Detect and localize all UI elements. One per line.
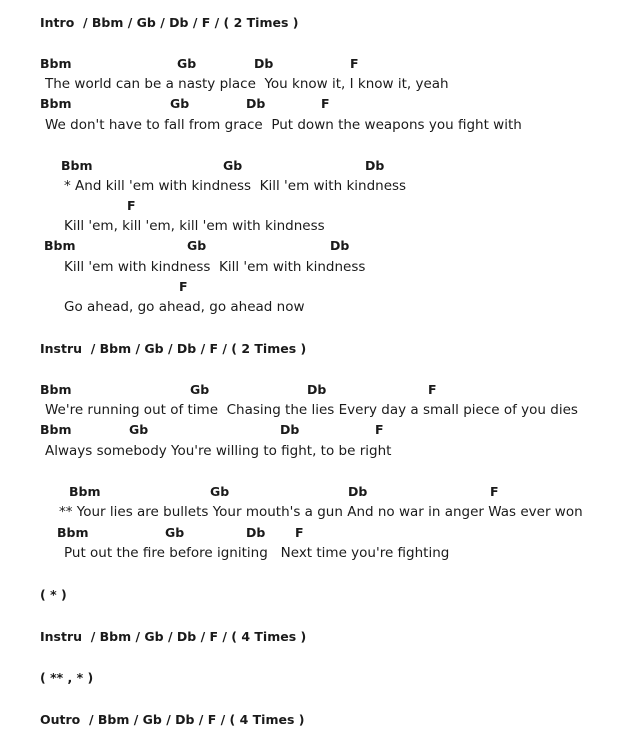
chord-bbm: Bbm bbox=[69, 484, 101, 499]
chord-bbm: Bbm bbox=[40, 96, 72, 111]
chord-bbm: Bbm bbox=[44, 238, 76, 253]
lyric-line: Always somebody You're willing to fight, to be right bbox=[45, 443, 392, 459]
chord-gb: Gb bbox=[165, 525, 185, 540]
chord-f: F bbox=[321, 96, 330, 111]
chord-gb: Gb bbox=[187, 238, 207, 253]
chord-bbm: Bbm bbox=[40, 422, 72, 437]
lyric-line: Go ahead, go ahead, go ahead now bbox=[64, 299, 305, 315]
chord-f: F bbox=[350, 56, 359, 71]
chord-db: Db bbox=[348, 484, 368, 499]
chord-db: Db bbox=[365, 158, 385, 173]
chord-db: Db bbox=[246, 96, 266, 111]
chord-bbm: Bbm bbox=[61, 158, 93, 173]
section-header: Intro / Bbm / Gb / Db / F / ( 2 Times ) bbox=[40, 15, 299, 30]
chord-gb: Gb bbox=[210, 484, 230, 499]
section-header: Outro / Bbm / Gb / Db / F / ( 4 Times ) bbox=[40, 712, 305, 727]
lyric-line: We're running out of time Chasing the lies Every day a small piece of you dies bbox=[45, 402, 578, 418]
chord-f: F bbox=[179, 279, 188, 294]
chord-f: F bbox=[375, 422, 384, 437]
chord-f: F bbox=[490, 484, 499, 499]
chord-db: Db bbox=[246, 525, 266, 540]
chord-f: F bbox=[295, 525, 304, 540]
chord-gb: Gb bbox=[190, 382, 210, 397]
chord-bbm: Bbm bbox=[40, 382, 72, 397]
lyric-line: Put out the fire before igniting Next time you're fighting bbox=[64, 545, 450, 561]
chord-bbm: Bbm bbox=[57, 525, 89, 540]
lyric-line: The world can be a nasty place You know it, I know it, yeah bbox=[45, 76, 449, 92]
chord-f: F bbox=[428, 382, 437, 397]
section-header: Instru / Bbm / Gb / Db / F / ( 2 Times ) bbox=[40, 341, 307, 356]
chord-f: F bbox=[127, 198, 136, 213]
lyric-line: ** Your lies are bullets Your mouth's a gun And no war in anger Was ever won bbox=[59, 504, 583, 520]
lyric-line: * And kill 'em with kindness Kill 'em with kindness bbox=[64, 178, 407, 194]
chord-db: Db bbox=[330, 238, 350, 253]
lyric-line: Kill 'em with kindness Kill 'em with kindness bbox=[64, 259, 366, 275]
chord-db: Db bbox=[280, 422, 300, 437]
chord-gb: Gb bbox=[223, 158, 243, 173]
chord-db: Db bbox=[254, 56, 274, 71]
lyric-line: Kill 'em, kill 'em, kill 'em with kindness bbox=[64, 218, 325, 234]
section-header: ( ** , * ) bbox=[40, 670, 94, 685]
lyric-line: We don't have to fall from grace Put down the weapons you fight with bbox=[45, 117, 522, 133]
chord-bbm: Bbm bbox=[40, 56, 72, 71]
chord-gb: Gb bbox=[129, 422, 149, 437]
chord-gb: Gb bbox=[177, 56, 197, 71]
section-header: ( * ) bbox=[40, 587, 67, 602]
chord-gb: Gb bbox=[170, 96, 190, 111]
section-header: Instru / Bbm / Gb / Db / F / ( 4 Times ) bbox=[40, 629, 307, 644]
chord-db: Db bbox=[307, 382, 327, 397]
